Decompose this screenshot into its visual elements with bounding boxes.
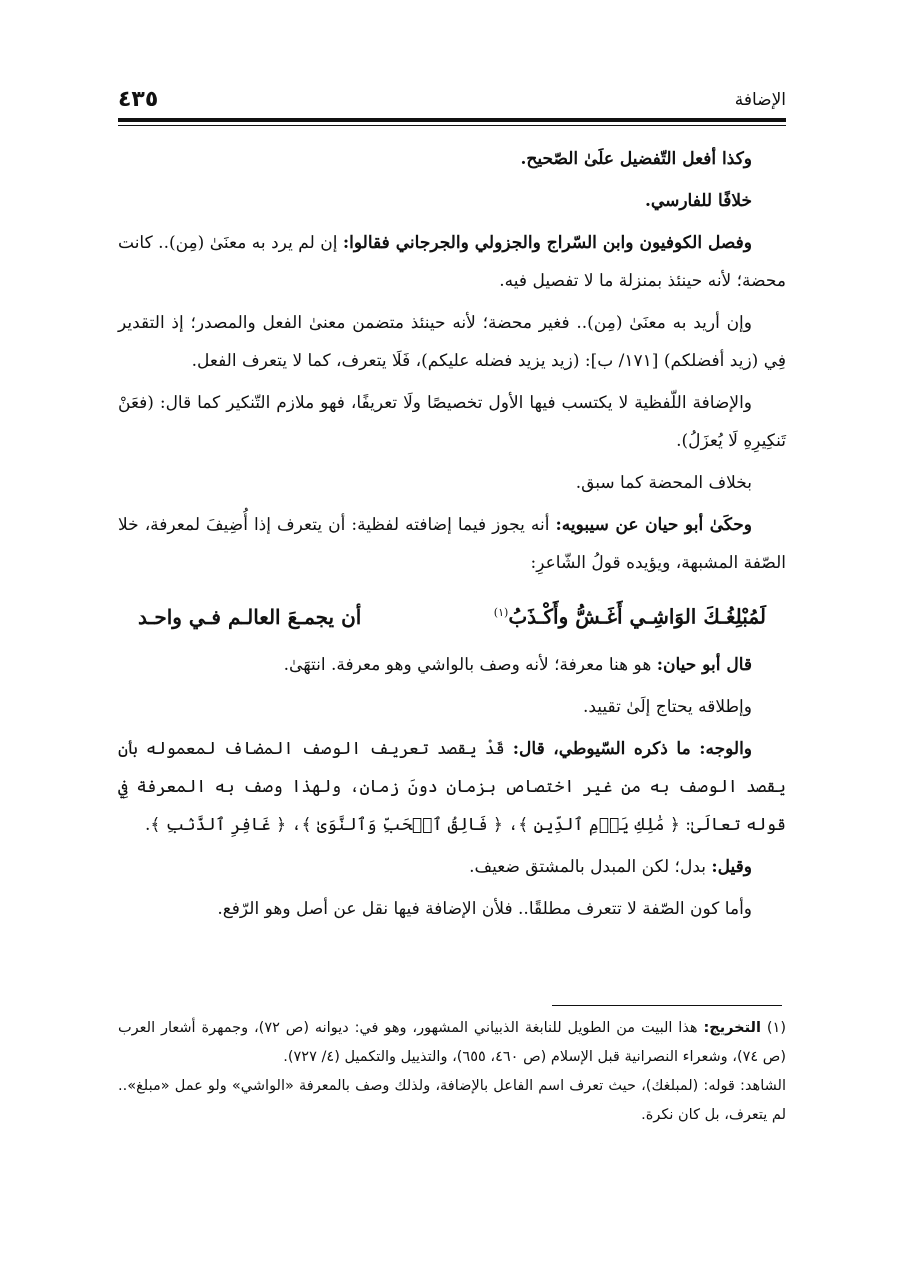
- footnote-text: هذا البيت من الطويل للنابغة الذبياني المشهور، وهو في: ديوانه (ص ٧٢)، وجمهرة أشعار العرب (ص ٧٤)، وشعراء النصرانية قبل الإسلام (ص ٤٦٠، ٦٥٥)، والتذييل والتكميل (٤/ ٧٢٧).: [118, 1020, 786, 1065]
- main-text: [118, 140, 786, 932]
- footnote-ref: (١): [493, 606, 509, 619]
- paragraph-text: هو هنا معرفة؛ لأنه وصف بالواشي وهو معرفة. انتهَىٰ.: [283, 654, 657, 675]
- paragraph-lead: وقيل:: [711, 856, 752, 877]
- paragraph: وأما كون الصّفة لا تتعرف مطلقًا.. فلأن الإضافة فيها نقل عن أصل وهو الرّفع.: [217, 898, 752, 919]
- header-rule-thick: [118, 118, 786, 122]
- paragraph: [118, 646, 786, 684]
- verse-first-text: لَمُبْلِغُـكَ الوَاشِـي أَغَـشُّ وأَكْـذَبُ: [508, 604, 766, 629]
- verse-first-hemistich: [494, 590, 766, 640]
- paragraph-lead: والوجه: ما ذكره السّيوطي، قال:: [512, 738, 753, 759]
- paragraph: خلافًا للفارسي.: [644, 191, 752, 211]
- footnote-separator: [552, 1005, 782, 1006]
- footnote-item: [118, 1014, 786, 1072]
- footnote-lead: التخريج:: [703, 1020, 761, 1036]
- paragraph: [118, 224, 786, 300]
- paragraph: وإطلاقه يحتاج إلَىٰ تقييد.: [582, 696, 752, 717]
- paragraph-lead: وحكَىٰ أبو حيان عن سيبويه:: [555, 515, 752, 535]
- header-rule-thin: [118, 125, 786, 126]
- paragraph: والإضافة اللّفظية لا يكتسب فيها الأول تخصيصًا ولَا تعريفًا، فهو ملازم التّنكير كما قال: (فعَنْ تَنكِيرِهِ لَا يُعزَلُ).: [118, 393, 786, 451]
- chapter-title: الإضافة: [734, 90, 786, 110]
- footnote-marker: (١): [766, 1020, 786, 1036]
- paragraph: وإن أريد به معنَىٰ (مِن).. فغير محضة؛ لأنه حينئذ متضمن معنىٰ الفعل والمصدر؛ إذ التقدير فِي (زيد أفضلكم) [١٧١/ ب]: (زيد يزيد فضله عليكم)، فَلَا يتعرف، كما لا يتعرف الفعل.: [118, 313, 786, 371]
- paragraph-text: أنه يجوز فيما إضافته لفظية: أن يتعرف إذا أُضِيفَ لمعرفة، خلا الصّفة المشبهة، ويؤيده قولُ الشّاعرِ:: [118, 515, 786, 573]
- paragraph-lead: وفصل الكوفيون وابن السّراج والجزولي والجرجاني فقالوا:: [342, 233, 752, 253]
- footnote-witness: الشاهد: قوله: (لمبلغك)، حيث تعرف اسم الفاعل بالإضافة، ولذلك وصف بالمعرفة «الواشي» ولو عمل «مبلغ».. لم يتعرف، بل كان نكرة.: [118, 1078, 786, 1123]
- page-number: ٤٣٥: [118, 87, 159, 112]
- verse-second-hemistich: أن يجمـعَ العالـم فـي واحـد: [138, 604, 362, 629]
- paragraph-text: بدل؛ لكن المبدل بالمشتق ضعيف.: [469, 856, 712, 877]
- paragraph: [118, 730, 786, 844]
- paragraph-text: إن لم يرد به معنَىٰ (مِن).. كانت محضة؛ لأنه حينئذ بمنزلة ما لا تفصيل فيه.: [118, 233, 786, 291]
- paragraph: [118, 848, 786, 886]
- paragraph: بخلاف المحضة كما سبق.: [575, 473, 752, 493]
- running-header: [118, 82, 786, 116]
- paragraph: [118, 506, 786, 582]
- paragraph: وكذا أفعل التّفضيل علَىٰ الصّحيح.: [520, 149, 752, 169]
- paragraph-lead: قال أبو حيان:: [656, 654, 752, 675]
- footnotes: [118, 1014, 786, 1130]
- poetry-verse: [138, 590, 766, 640]
- paragraph-text: قَدْ يقصد تعريف الوصف المضاف لمعموله بأن يقصد الوصف به من غير اختصاص بزمان دونَ زمان، ولهذا وصف به المعرفة فِي قوله تعالَىٰ: ﴿ مَٰلِكِ يَوۡمِ ٱلدِّينِ ﴾، ﴿ فَالِقُ ٱلۡحَبِّ وَٱلنَّوَىٰ ﴾، ﴿ غَافِرِ ٱلذَّنۢبِ ﴾.: [118, 738, 786, 835]
